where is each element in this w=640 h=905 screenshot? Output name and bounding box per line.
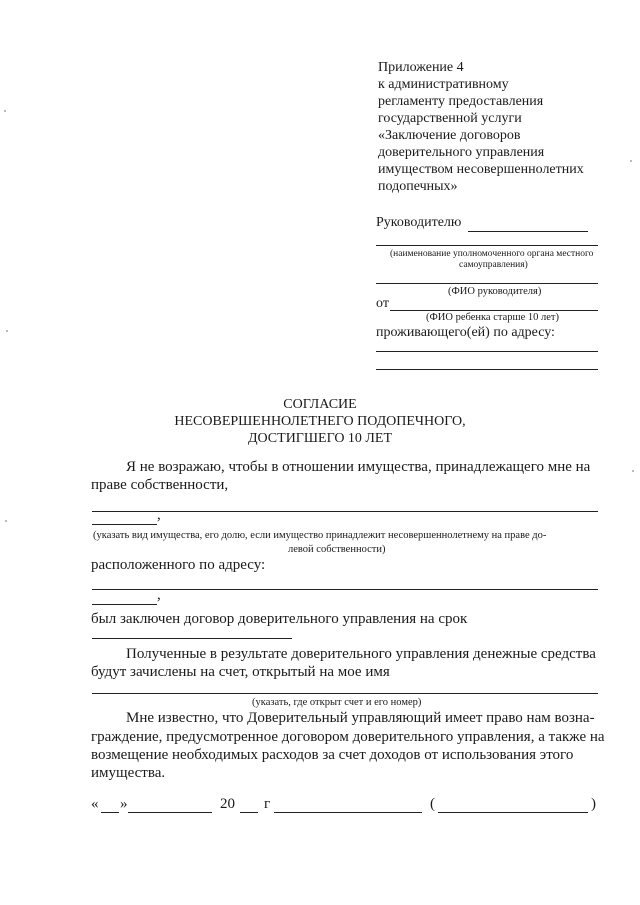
title-line: НЕСОВЕРШЕННОЛЕТНЕГО ПОДОПЕЧНОГО, — [174, 414, 466, 429]
paragraph-line: будут зачислены на счет, открытый на мое имя — [91, 664, 390, 680]
property-field-2[interactable] — [92, 524, 157, 525]
header-line: Приложение 4 — [378, 60, 464, 75]
residing-label: проживающего(ей) по адресу: — [376, 325, 555, 340]
org-caption: (наименование уполномоченного органа местного — [390, 249, 594, 259]
header-line: регламенту предоставления — [378, 94, 544, 109]
location-field-2[interactable] — [92, 604, 157, 605]
to-label: Руководителю — [376, 215, 462, 230]
header-line: к административному — [378, 77, 509, 92]
title-line: СОГЛАСИЕ — [283, 397, 357, 412]
child-fio-caption: (ФИО ребенка старше 10 лет) — [426, 312, 559, 323]
signature-name-field[interactable] — [438, 812, 588, 813]
located-label: расположенного по адресу: — [91, 557, 266, 573]
paragraph-line: имущества. — [91, 765, 166, 781]
comma: , — [157, 507, 161, 523]
head-name-field[interactable] — [468, 231, 588, 232]
paragraph-line: возмещение необходимых расходов за счет доходов от использования этого — [91, 747, 574, 763]
property-field-1[interactable] — [92, 511, 598, 512]
from-label: от — [376, 296, 389, 311]
close-paren: ) — [591, 796, 596, 812]
term-field[interactable] — [92, 638, 292, 639]
title-line: ДОСТИГШЕГО 10 ЛЕТ — [247, 431, 393, 446]
scan-speck — [5, 520, 7, 522]
scan-speck — [6, 330, 8, 332]
contract-text: был заключен договор доверительного управления на срок — [91, 611, 468, 627]
address-field-2[interactable] — [376, 369, 598, 370]
paragraph-line: граждение, предусмотренное договором доверительного управления, а также на — [91, 729, 605, 745]
account-field[interactable] — [92, 693, 598, 694]
year-suffix: г — [264, 796, 271, 812]
child-fio-field[interactable] — [390, 310, 598, 311]
org-caption: самоуправления) — [459, 260, 528, 270]
head-fio-caption: (ФИО руководителя) — [448, 286, 542, 297]
scan-speck — [4, 110, 6, 112]
month-field[interactable] — [128, 812, 212, 813]
close-quote: » — [120, 796, 128, 812]
day-field[interactable] — [101, 812, 119, 813]
paragraph-line: Я не возражаю, чтобы в отношении имущества, принадлежащего мне на — [126, 459, 591, 475]
paragraph-line: Мне известно, что Доверительный управляющий имеет право нам возна- — [126, 710, 595, 726]
location-field-1[interactable] — [92, 589, 598, 590]
scan-speck — [630, 160, 632, 162]
header-line: подопечных» — [378, 179, 458, 194]
open-quote: « — [91, 796, 99, 812]
year-prefix: 20 — [220, 796, 235, 812]
header-line: имуществом несовершеннолетних — [378, 162, 584, 177]
address-field-1[interactable] — [376, 351, 598, 352]
paragraph-line: праве собственности, — [91, 477, 229, 493]
signature-field[interactable] — [274, 812, 422, 813]
property-caption: (указать вид имущества, его долю, если имущество принадлежит несовершеннолетнему на праве до- — [93, 530, 547, 541]
year-field[interactable] — [240, 812, 258, 813]
property-caption: левой собственности) — [288, 544, 386, 555]
scan-speck — [632, 470, 634, 472]
header-line: «Заключение договоров — [378, 128, 521, 143]
org-name-field[interactable] — [376, 245, 598, 246]
comma: , — [157, 587, 161, 603]
header-line: доверительного управления — [378, 145, 545, 160]
account-caption: (указать, где открыт счет и его номер) — [252, 697, 422, 708]
head-fio-field[interactable] — [376, 283, 598, 284]
paragraph-line: Полученные в результате доверительного управления денежные средства — [126, 646, 596, 662]
open-paren: ( — [430, 796, 435, 812]
header-line: государственной услуги — [378, 111, 522, 126]
